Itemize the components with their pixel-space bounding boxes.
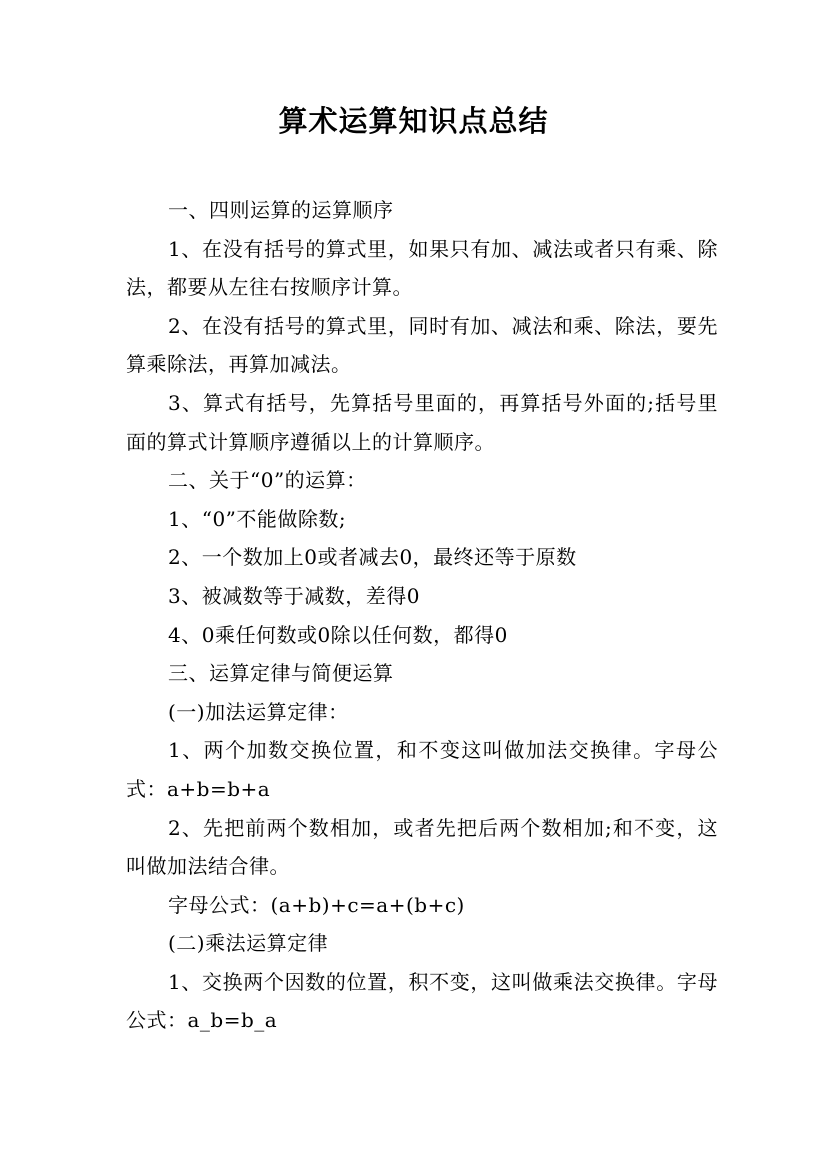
document-body — [126, 191, 718, 1040]
section-heading: 一、四则运算的运算顺序 — [168, 198, 394, 222]
paragraph: 1、在没有括号的算式里，如果只有加、减法或者只有乘、除法，都要从左往右按顺序计算。 — [126, 236, 718, 300]
section-heading: 三、运算定律与简便运算 — [168, 661, 394, 686]
paragraph: 1、交换两个因数的位置，积不变，这叫做乘法交换律。字母公式：a_b=b_a — [126, 969, 718, 1033]
paragraph: 2、先把前两个数相加，或者先把后两个数相加;和不变，这叫做加法结合律。 — [126, 815, 718, 879]
paragraph: 2、一个数加上0或者减去0，最终还等于原数 — [168, 545, 577, 570]
paragraph: 1、“0”不能做除数; — [168, 506, 347, 531]
paragraph: 3、算式有括号，先算括号里面的，再算括号外面的;括号里面的算式计算顺序遵循以上的计算顺序。 — [126, 390, 718, 454]
document-title: 算术运算知识点总结 — [278, 104, 549, 138]
formula-line: 字母公式：(a+b)+c=a+(b+c) — [168, 892, 465, 917]
subsection-heading: (一)加法运算定律： — [168, 699, 349, 724]
section-heading: 二、关于“0”的运算： — [168, 468, 367, 493]
paragraph: 2、在没有括号的算式里，同时有加、减法和乘、除法，要先算乘除法，再算加减法。 — [126, 313, 718, 377]
subsection-heading: (二)乘法运算定律 — [168, 931, 329, 956]
paragraph: 4、0乘任何数或0除以任何数，都得0 — [168, 622, 508, 647]
paragraph: 1、两个加数交换位置，和不变这叫做加法交换律。字母公式：a+b=b+a — [126, 738, 718, 801]
paragraph: 3、被减数等于减数，差得0 — [168, 583, 420, 608]
